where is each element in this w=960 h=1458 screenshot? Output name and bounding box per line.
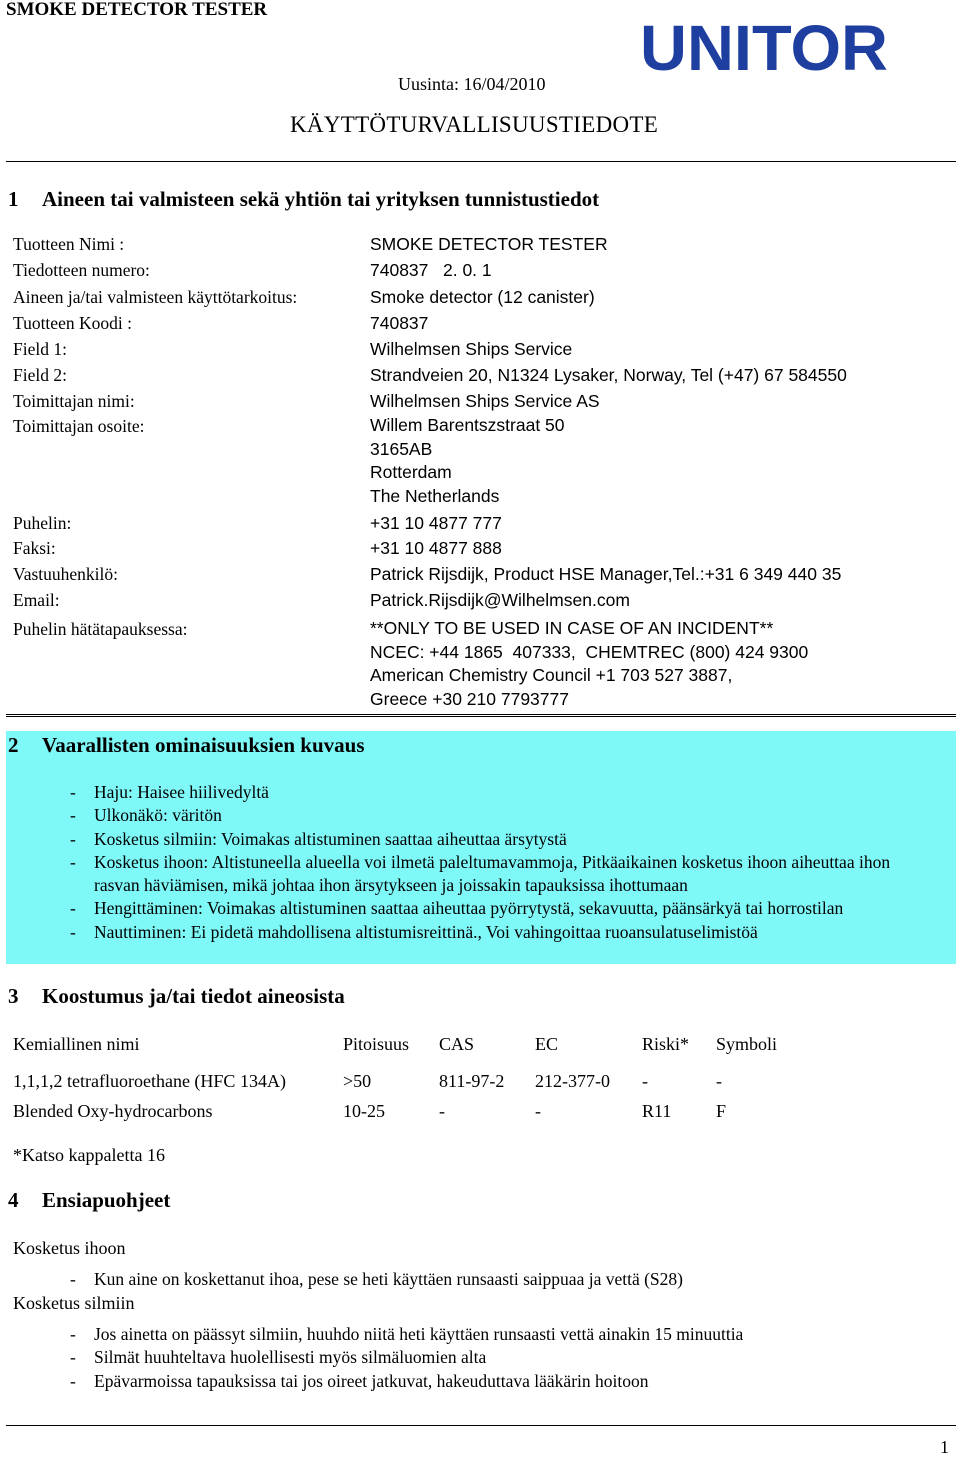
- row-value: +31 10 4877 888: [370, 538, 502, 558]
- table-cell: >50: [343, 1071, 372, 1091]
- list-item: - Epävarmoissa tapauksissa tai jos oireet jatkuvat, hakeuduttava lääkärin hoitoon: [70, 1370, 930, 1393]
- divider: [6, 161, 956, 162]
- table-header: EC: [535, 1034, 559, 1054]
- table-header: Riski*: [642, 1034, 690, 1054]
- row-value: 740837: [370, 313, 429, 333]
- table-cell: 811-97-2: [439, 1071, 505, 1091]
- list-item: - Nauttiminen: Ei pidetä mahdollisena altistumisreittinä., Voi vahingoittaa ruoansulatuselimistöä: [70, 921, 930, 944]
- footer-divider: [6, 1425, 956, 1426]
- divider: [6, 714, 956, 717]
- hazard-list: [70, 781, 930, 944]
- revision-date: Uusinta: 16/04/2010: [398, 74, 546, 94]
- list-item: - Ulkonäkö: väritön: [70, 804, 930, 827]
- list-item: - Hengittäminen: Voimakas altistuminen saattaa aiheuttaa pyörrytystä, sekavuutta, päänsärkyä tai horrostilan: [70, 897, 930, 920]
- list-item: - Haju: Haisee hiilivedyltä: [70, 781, 930, 804]
- section-number: 1: [8, 187, 19, 211]
- table-header: Symboli: [716, 1034, 778, 1054]
- row-value: SMOKE DETECTOR TESTER: [370, 234, 608, 254]
- document-header-title: SMOKE DETECTOR TESTER: [6, 0, 268, 20]
- email-link[interactable]: Patrick.Rijsdijk@Wilhelmsen.com: [370, 590, 630, 610]
- table-cell: -: [716, 1071, 722, 1091]
- row-label: Tuotteen Koodi :: [13, 313, 132, 333]
- section-title: Aineen tai valmisteen sekä yhtiön tai yrityksen tunnistustiedot: [42, 187, 600, 211]
- section-number: 4: [8, 1188, 19, 1212]
- table-cell: -: [439, 1101, 445, 1121]
- section-number: 2: [8, 733, 19, 757]
- row-value: Patrick Rijsdijk, Product HSE Manager,Tel.:+31 6 349 440 35: [370, 564, 842, 584]
- row-label: Aineen ja/tai valmisteen käyttötarkoitus:: [13, 287, 298, 307]
- row-label: Vastuuhenkilö:: [13, 564, 118, 584]
- row-label: Puhelin:: [13, 513, 72, 533]
- table-header: CAS: [439, 1034, 475, 1054]
- section-number: 3: [8, 984, 19, 1008]
- subheading-skin: Kosketus ihoon: [13, 1238, 126, 1258]
- logo-text: UNITOR: [640, 18, 888, 76]
- list-item: - Kun aine on koskettanut ihoa, pese se heti käyttäen runsaasti saippuaa ja vettä (S28): [70, 1268, 930, 1291]
- row-label: Faksi:: [13, 538, 56, 558]
- skin-first-aid-list: [70, 1268, 930, 1291]
- row-label: Tuotteen Nimi :: [13, 234, 125, 254]
- section-2-heading: [8, 733, 365, 758]
- row-label: Field 1:: [13, 339, 67, 359]
- subheading-eyes: Kosketus silmiin: [13, 1293, 135, 1313]
- row-value: 740837 2. 0. 1: [370, 260, 492, 280]
- section-4-heading: [8, 1188, 170, 1213]
- list-item: - Kosketus ihoon: Altistuneella alueella voi ilmetä paleltumavammoja, Pitkäaikainen kosketus ihoon aiheuttaa ihon rasvan häviämisen, mikä johtaa ihon ärsytykseen ja joissakin tapauksissa ihottumaan: [70, 851, 930, 898]
- list-item: - Silmät huuhteltava huolellisesti myös silmäluomien alta: [70, 1346, 930, 1369]
- emergency-phone: **ONLY TO BE USED IN CASE OF AN INCIDENT** NCEC: +44 1865 407333, CHEMTREC (800) 424 9300 American Chemistry Council +1 703 527 3887, Greece +30 210 7793777: [370, 618, 809, 709]
- row-label: Puhelin hätätapauksessa:: [13, 619, 188, 639]
- document-title: KÄYTTÖTURVALLISUUSTIEDOTE: [290, 112, 659, 137]
- table-cell: 1,1,1,2 tetrafluoroethane (HFC 134A): [13, 1071, 286, 1091]
- table-header: Kemiallinen nimi: [13, 1034, 140, 1054]
- table-cell: R11: [642, 1101, 672, 1121]
- row-label: Email:: [13, 590, 60, 610]
- row-label: Toimittajan nimi:: [13, 391, 135, 411]
- unitor-logo: [640, 18, 890, 76]
- section-title: Vaarallisten ominaisuuksien kuvaus: [42, 733, 365, 757]
- row-value: +31 10 4877 777: [370, 513, 502, 533]
- row-value: Smoke detector (12 canister): [370, 287, 595, 307]
- eye-first-aid-list: [70, 1323, 930, 1393]
- table-footnote: *Katso kappaletta 16: [13, 1145, 165, 1165]
- supplier-address: Willem Barentszstraat 50 3165AB Rotterdam The Netherlands: [370, 415, 565, 506]
- row-label: Toimittajan osoite:: [13, 416, 145, 436]
- section-title: Koostumus ja/tai tiedot aineosista: [42, 984, 345, 1008]
- section-1-heading: [8, 187, 599, 212]
- table-cell: Blended Oxy-hydrocarbons: [13, 1101, 213, 1121]
- table-cell: 10-25: [343, 1101, 385, 1121]
- page-number: 1: [940, 1437, 949, 1457]
- row-value: Strandveien 20, N1324 Lysaker, Norway, Tel (+47) 67 584550: [370, 365, 847, 385]
- table-cell: 212-377-0: [535, 1071, 610, 1091]
- row-label: Field 2:: [13, 365, 67, 385]
- row-value: Wilhelmsen Ships Service: [370, 339, 573, 359]
- table-header: Pitoisuus: [343, 1034, 410, 1054]
- list-item: - Kosketus silmiin: Voimakas altistuminen saattaa aiheuttaa ärsytystä: [70, 828, 930, 851]
- row-label: Tiedotteen numero:: [13, 260, 150, 280]
- section-3-heading: [8, 984, 345, 1009]
- table-cell: -: [642, 1071, 648, 1091]
- row-value: Wilhelmsen Ships Service AS: [370, 391, 600, 411]
- table-cell: F: [716, 1101, 727, 1121]
- list-item: - Jos ainetta on päässyt silmiin, huuhdo niitä heti käyttäen runsaasti vettä ainakin 15 minuuttia: [70, 1323, 930, 1346]
- section-title: Ensiapuohjeet: [42, 1188, 171, 1212]
- table-cell: -: [535, 1101, 541, 1121]
